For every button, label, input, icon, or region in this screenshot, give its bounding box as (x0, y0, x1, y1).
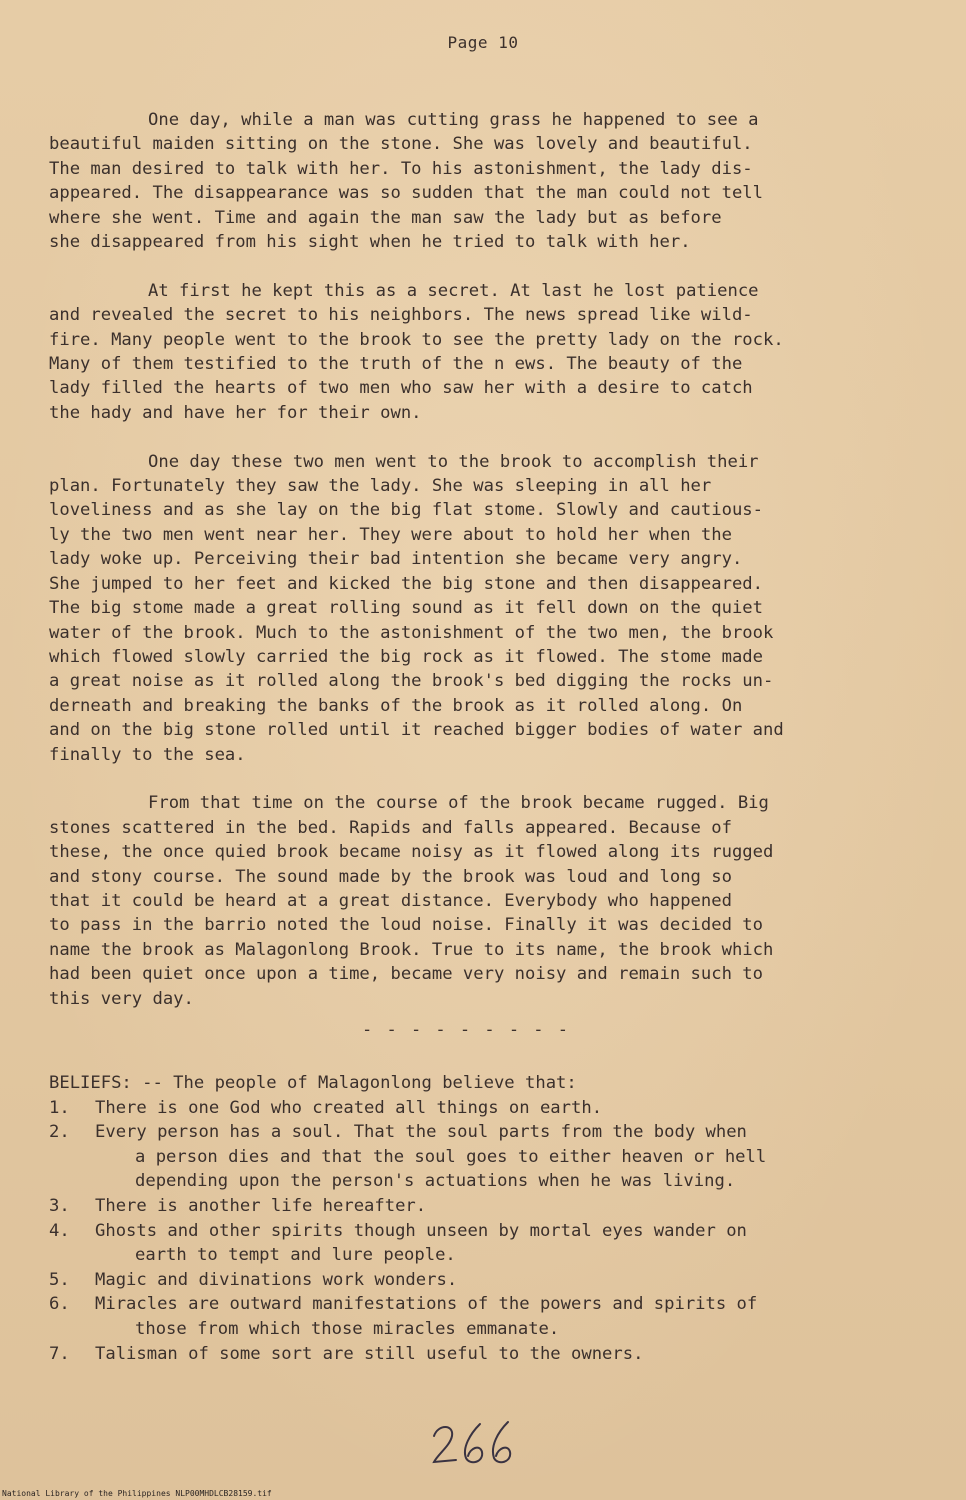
text-line: From that time on the course of the brook became rugged. Big (148, 793, 769, 814)
belief-text: Miracles are outward manifestations of the powers and spirits of (95, 1294, 758, 1315)
text-line: ly the two men went near her. They were about to hold her when the (49, 524, 732, 545)
text-line: and on the big stone rolled until it reached bigger bodies of water and (49, 720, 784, 741)
text-line: She jumped to her feet and kicked the big stone and then disappeared. (49, 573, 763, 594)
text-line: plan. Fortunately they saw the lady. She was sleeping in all her (49, 476, 712, 497)
belief-text: There is one God who created all things on earth. (95, 1097, 603, 1118)
belief-text: Ghosts and other spirits though unseen by mortal eyes wander on (95, 1220, 747, 1241)
text-line: the hady and have her for their own. (49, 402, 422, 423)
belief-item (49, 1342, 929, 1367)
belief-text-continued: those from which those miracles emmanate. (135, 1318, 560, 1339)
beliefs-heading: BELIEFS: -- The people of Malagonlong believe that: (49, 1073, 577, 1093)
belief-text-continued: a person dies and that the soul goes to either heaven or hell (135, 1146, 767, 1167)
section-divider: - - - - - - - - - (362, 1020, 570, 1040)
text-line: where she went. Time and again the man saw the lady but as before (49, 207, 722, 228)
belief-item (49, 1194, 929, 1219)
belief-text: Talisman of some sort are still useful to the owners. (95, 1343, 644, 1364)
text-line: Many of them testified to the truth of the n ews. The beauty of the (49, 354, 743, 375)
text-line: One day these two men went to the brook to accomplish their (148, 451, 759, 472)
belief-text: Magic and divinations work wonders. (95, 1269, 458, 1290)
body-text (49, 108, 929, 1035)
text-line: derneath and breaking the banks of the brook as it rolled along. On (49, 695, 743, 716)
text-line: which flowed slowly carried the big rock as it flowed. The stome made (49, 646, 763, 667)
belief-item (49, 1292, 929, 1341)
text-line: had been quiet once upon a time, became very noisy and remain such to (49, 964, 763, 985)
text-line: water of the brook. Much to the astonishment of the two men, the brook (49, 622, 774, 643)
page-number: Page 10 (447, 33, 519, 52)
beliefs-section (49, 1071, 929, 1366)
belief-item (49, 1096, 929, 1121)
text-line: to pass in the barrio noted the loud noise. Finally it was decided to (49, 915, 763, 936)
belief-item (49, 1268, 929, 1293)
text-line: The big stome made a great rolling sound as it fell down on the quiet (49, 598, 763, 619)
text-line: The man desired to talk with her. To his astonishment, the lady dis- (49, 158, 753, 179)
belief-number: 4. (49, 1220, 70, 1241)
belief-number: 7. (49, 1343, 70, 1364)
text-line: name the brook as Malagonlong Brook. True to its name, the brook which (49, 939, 774, 960)
paragraph-4 (49, 791, 929, 1011)
text-line: beautiful maiden sitting on the stone. She was lovely and beautiful. (49, 134, 753, 155)
text-line: stones scattered in the bed. Rapids and falls appeared. Because of (49, 817, 732, 838)
text-line: and stony course. The sound made by the brook was loud and long so (49, 866, 732, 887)
text-line: a great noise as it rolled along the brook's bed digging the rocks un- (49, 671, 774, 692)
paragraph-3 (49, 450, 929, 767)
belief-text: Every person has a soul. That the soul parts from the body when (95, 1122, 747, 1143)
text-line: lady woke up. Perceiving their bad intention she became very angry. (49, 549, 743, 570)
belief-number: 2. (49, 1122, 70, 1143)
text-line: loveliness and as she lay on the big flat stome. Slowly and cautious- (49, 500, 763, 521)
paragraph-1 (49, 108, 929, 254)
belief-number: 1. (49, 1097, 70, 1118)
belief-text-continued: earth to tempt and lure people. (135, 1245, 456, 1266)
archive-footer: National Library of the Philippines NLP00MHDLCB28159.tif (2, 1489, 272, 1498)
text-line: she disappeared from his sight when he tried to talk with her. (49, 232, 691, 253)
text-line: and revealed the secret to his neighbors. The news spread like wild- (49, 305, 753, 326)
handwritten-page-number (428, 1418, 518, 1470)
belief-number: 3. (49, 1195, 70, 1216)
text-line: At first he kept this as a secret. At last he lost patience (148, 280, 759, 301)
text-line: fire. Many people went to the brook to see the pretty lady on the rock. (49, 329, 784, 350)
belief-text-continued: depending upon the person's actuations when he was living. (135, 1171, 736, 1192)
text-line: lady filled the hearts of two men who saw her with a desire to catch (49, 378, 753, 399)
belief-number: 5. (49, 1269, 70, 1290)
text-line: finally to the sea. (49, 744, 246, 765)
text-line: that it could be heard at a great distance. Everybody who happened (49, 890, 732, 911)
belief-item (49, 1120, 929, 1194)
paragraph-2 (49, 279, 929, 425)
belief-item (49, 1219, 929, 1268)
text-line: One day, while a man was cutting grass he happened to see a (148, 110, 759, 130)
belief-number: 6. (49, 1294, 70, 1315)
text-line: this very day. (49, 988, 194, 1009)
text-line: these, the once quied brook became noisy as it flowed along its rugged (49, 842, 774, 863)
belief-text: There is another life hereafter. (95, 1195, 427, 1216)
text-line: appeared. The disappearance was so sudden that the man could not tell (49, 183, 763, 204)
